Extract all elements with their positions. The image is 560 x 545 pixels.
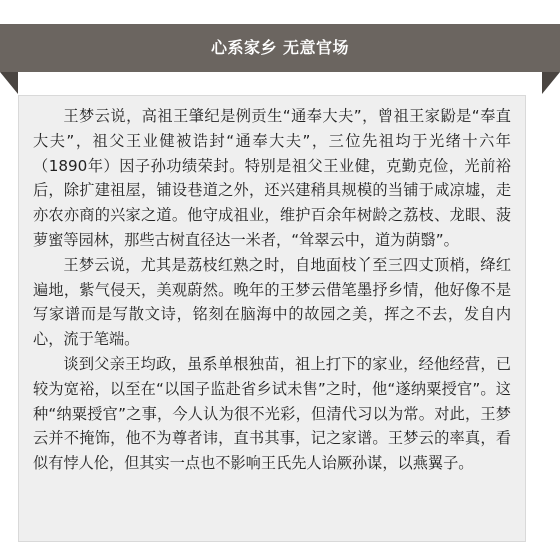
banner-fold-left — [0, 72, 18, 94]
paragraph-2: 王梦云说，尤其是荔枝红熟之时，自地面枝丫至三四丈顶梢，绛红遍地，紫气侵天，美观蔚然。晚年的王梦云借笔墨抒乡情，他好像不是写家谱而是写散文诗，铭刻在脑海中的故园之美，挥之不去，发自内心，流于笔端。 — [33, 255, 511, 349]
paragraph-1: 王梦云说，高祖王肇纪是例贡生“通奉大夫”，曾祖王家鼢是“奉直大夫”，祖父王业健被诰封“通奉大夫”，三位先祖均于光绪十六年（1890年）因子孙功绩荣封。特别是祖父王业健，克勤克俭，光前裕后，除扩建祖屋，铺设巷道之外，还兴建稍具规模的当铺于咸凉墟，走亦农亦商的兴家之道。他守成祖业，维护百余年树龄之荔枝、龙眼、菠萝蜜等园林，那些古树直径达一米者，“耸翠云中，道为荫翳”。 — [33, 107, 511, 249]
banner-fold-right — [542, 72, 560, 94]
article-title: 心系家乡 无意官场 — [210, 38, 350, 57]
paragraph-3: 谈到父亲王均政，虽系单根独苗，祖上打下的家业，经他经营，已较为宽裕，以至在“以国子监赴省乡试未售”之时，他“遂纳粟授官”。这种“纳粟授官”之事，今人认为很不光彩，但清代习以为常。对此，王梦云并不掩饰，他不为尊者讳，直书其事，记之家谱。王梦云的率真，看似有悖人伦，但其实一点也不影响王氏先人诒厥孙谋，以燕翼子。 — [33, 354, 511, 473]
article-body — [18, 95, 526, 542]
